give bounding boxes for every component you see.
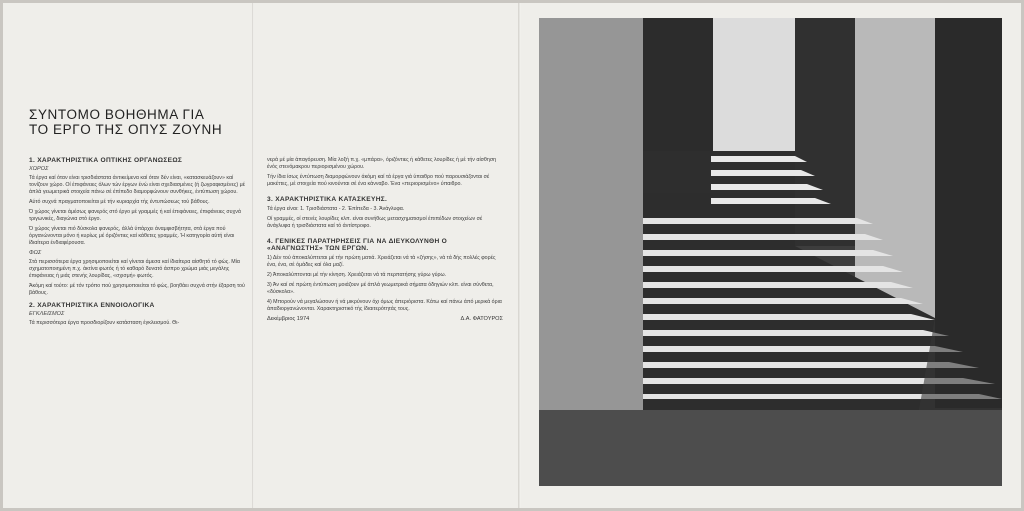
- section-1-sub-light: ΦΩΣ: [29, 250, 42, 256]
- paragraph: Ό χώρος γίνεται άμέσως φανερός στό έργο μέ γραμμές ή καί έπιφάνειες, έπιφάνειες συχνά τριγωνικές, διαγώνια στό έργο.: [29, 209, 241, 222]
- paragraph: Τά περισσότερα έργα προσδιορίζουν κατάσταση έγκλεισμού. Θι-: [29, 320, 180, 326]
- left-panel: [3, 3, 251, 508]
- paragraph: Οί γραμμές, οί στενές λουρίδες κλπ. είναι συνήθως μετασχηματισμοί έπιπέδων στοιχείων σέ άνάγλυφα ή τρισδιάστατα καί τό άντίστροφο.: [267, 216, 483, 229]
- paragraph: νερά μέ μία άπαγόρευση. Μία λοξή π.χ. «μπάρα», όριζόντιες ή κάθετες λουρίδες ή μέ τήν αίσθηση ένός στενόμακρου περιορισμένου χώρου.: [267, 157, 497, 170]
- left-column: [29, 157, 247, 330]
- title-line-2: ΤΟ ΕΡΓΟ ΤΗΣ ΟΠΥΣ ΖΟΥΝΗ: [29, 122, 223, 137]
- section-1-heading: 1. ΧΑΡΑΚΤΗΡΙΣΤΙΚΑ ΟΠΤΙΚΗΣ ΟΡΓΑΝΩΣΕΩΣ: [29, 157, 183, 164]
- list-item: 4) Μπορούν νά μεγαλώσουν ή νά μικρύνουν όχι όμως άπεριόριστα. Κάτω καί πάνω άπό μερικά όρια άπαδιοργανώνονται. Χαρακτηριστικό τής ίδιαιτερότητάς τους.: [267, 299, 502, 312]
- leaflet-sheet: [3, 3, 1021, 508]
- paragraph: Στά περισσότερα έργα χρησιμοποιείται καί γίνεται άμεσα καί ίδιαίτερα αίσθητό τό φώς. Μία σχηματοποιημένη π.χ. άκτίνα φωτός ή τό καθαρό δυνατό άσπρο χρώμα μιάς μεγάλης έπιφάνειας ή μιάς στενής λουρίδας, «σχισμή» φωτός.: [29, 259, 240, 279]
- title-line-1: ΣΥΝΤΟΜΟ ΒΟΗΘΗΜΑ ΓΙΑ: [29, 107, 205, 122]
- artwork-image: [539, 18, 1002, 486]
- paragraph: Τά έργα είναι: 1. Τρισδιάστατα - 2. Έπίπεδα - 3. Άνάγλυφα.: [267, 206, 405, 212]
- section-3-heading: 3. ΧΑΡΑΚΤΗΡΙΣΤΙΚΑ ΚΑΤΑΣΚΕΥΗΣ.: [267, 196, 388, 203]
- right-panel: [521, 3, 1021, 508]
- section-2-sub: ΕΓΚΛΕΙΣΜΟΣ: [29, 311, 65, 317]
- section-1-sub-space: ΧΩΡΟΣ: [29, 166, 49, 172]
- list-item: 3) Άν καί σέ πρώτη έντύπωση μοιάζουν μέ άπλά γεωμετρικά σήματα όδηγιών κλπ. είναι σύνθετα, «δύσκολα».: [267, 282, 494, 295]
- paragraph: Άκόμη καί τούτο: μέ τόν τρόπο πού χρησιμοποιείται τό φώς, βοηθάει συχνά στήν έξαρση τού βάθους.: [29, 283, 245, 296]
- author: Δ.Α. ΦΑΤΟΥΡΟΣ: [460, 316, 503, 322]
- date: Δεκέμβριος 1974: [267, 316, 310, 322]
- paragraph: Τά έργα καί όταν είναι τρισδιάστατα άντικείμενα καί όταν δέν είναι, «κατασκευάζουν» καί τονίζουν χώρο. Οί έπιφάνειες όλων τών έργων ένώ είναι σχεδιασμένες (ή ζωγραφισμένες) μέ άπλά γεωμετρικά στοιχεία πάνω σέ έπίπεδο διαμορφώνουν συνθήκες, έντύπωση χώρου.: [29, 175, 246, 195]
- fold-line: [252, 3, 254, 508]
- list-item: 2) Άποκαλύπτονται μέ τήν κίνηση. Χρειάζεται νά τά περπατήσης γύρω γύρω.: [267, 272, 447, 278]
- middle-panel: [255, 3, 517, 508]
- paragraph: Τήν ίδια ίσως έντύπωση διαμορφώνουν άκόμη καί τά έργα γιά ύπαιθρο πού παρουσιάζονται σέ μακέττες, μέ στοιχεία πού κινούνται σέ ένα κάνναβο. Ένα «περιορισμένο» ύπαιθρο.: [267, 174, 490, 187]
- signature-row: [267, 316, 503, 322]
- section-4-heading: 4. ΓΕΝΙΚΕΣ ΠΑΡΑΤΗΡΗΣΕΙΣ ΓΙΑ ΝΑ ΔΙΕΥΚΟΛΥΝΘΗ Ο «ΑΝΑΓΝΩΣΤΗΣ» ΤΩΝ ΕΡΓΩΝ.: [267, 238, 448, 252]
- paragraph: Ό χώρος γίνεται πιό δύσκολα φανερός, άλλά ύπάρχει άναμφισβήτητα, στά έργα πού όργανώνονται μόνο ή κυρίως μέ όριζόντιες καί κάθετες γραμμές. Ή κατηγορία αύτή είναι ίδιαίτερα ένδιαφέρουσα.: [29, 226, 235, 246]
- section-2-heading: 2. ΧΑΡΑΚΤΗΡΙΣΤΙΚΑ ΕΝΝΟΙΟΛΟΓΙΚΑ: [29, 302, 155, 309]
- list-item: 1) Δέν τού άποκαλύπτεται μέ τήν πρώτη ματιά. Χρειάζεται νά τά «ζήσης», νά τά δής πολλές φορές ένα, ένα, σέ όμάδες καί όλα μαζί.: [267, 255, 496, 268]
- paragraph: Αύτό συχνά πραγματοποιείται μέ τήν κυριαρχία τής έντυπώσεως τού βάθους.: [29, 199, 210, 205]
- middle-column: [267, 157, 503, 322]
- page-title: [29, 107, 222, 137]
